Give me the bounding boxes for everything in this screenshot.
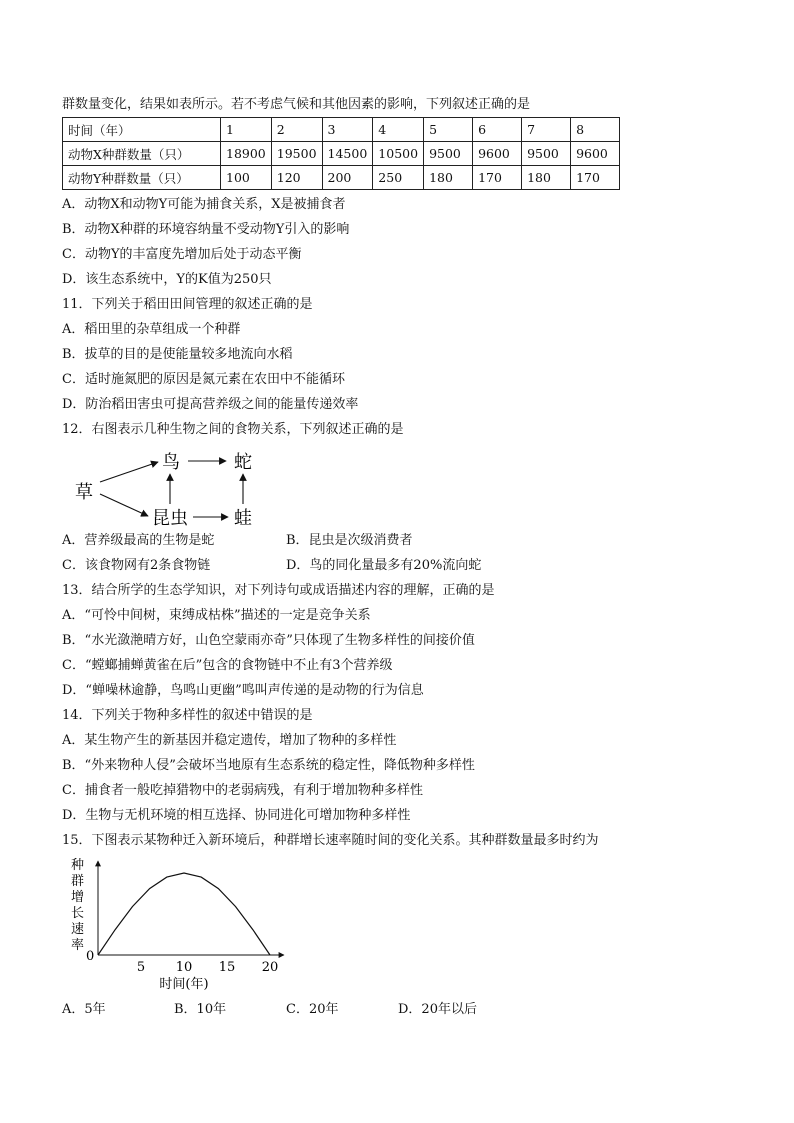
table-row — [63, 118, 620, 142]
node-snake: 蛇 — [234, 452, 252, 473]
x-tick-label: 15 — [218, 960, 236, 975]
table-cell: 170 — [473, 166, 522, 190]
y-axis-label-char: 率 — [71, 938, 85, 953]
table-row — [63, 142, 620, 166]
option-a: A．营养级最高的生物是蛇 — [62, 533, 215, 548]
question-11-stem: 11．下列关于稻田田间管理的叙述正确的是 — [62, 297, 313, 312]
table-cell: 250 — [373, 166, 424, 190]
option-d: D．20年以后 — [398, 1002, 477, 1017]
table-cell: 6 — [473, 118, 522, 142]
table-cell: 1 — [221, 118, 272, 142]
option-c: C．“螳螂捕蝉黄雀在后”包含的食物链中不止有3个营养级 — [62, 658, 393, 673]
option-b: B．动物X种群的环境容纳量不受动物Y引入的影响 — [62, 222, 350, 237]
question-12-stem: 12．右图表示几种生物之间的食物关系，下列叙述正确的是 — [62, 422, 404, 437]
table-cell: 170 — [571, 166, 620, 190]
table-cell: 3 — [322, 118, 373, 142]
table-cell: 180 — [522, 166, 571, 190]
table-cell: 9600 — [571, 142, 620, 166]
table-cell: 14500 — [322, 142, 373, 166]
table-cell: 100 — [221, 166, 272, 190]
arrow-grass-bird — [100, 462, 158, 482]
option-c: C．捕食者一般吃掉猎物中的老弱病残，有利于增加物种多样性 — [62, 783, 423, 798]
x-axis-label: 时间(年) — [159, 977, 209, 992]
option-a: A．5年 — [62, 1002, 106, 1017]
option-c: C．该食物网有2条食物链 — [62, 558, 211, 573]
x-tick-label: 5 — [136, 960, 146, 975]
node-frog: 蛙 — [234, 508, 252, 526]
table-cell: 时间（年） — [63, 118, 221, 142]
growth-rate-chart — [62, 855, 742, 997]
option-d: D．鸟的同化量最多有20%流向蛇 — [286, 558, 482, 573]
table-cell: 120 — [271, 166, 322, 190]
table-cell: 19500 — [271, 142, 322, 166]
y-axis-label-char: 长 — [71, 906, 85, 921]
y-axis-label-char: 速 — [71, 922, 85, 937]
option-a: A．“可怜中间树，束缚成枯株”描述的一定是竞争关系 — [62, 608, 371, 623]
option-c: C．20年 — [286, 1002, 339, 1017]
y-axis-label — [71, 858, 84, 953]
option-a: A．稻田里的杂草组成一个种群 — [62, 322, 241, 337]
option-b: B．“外来物种人侵”会破坏当地原有生态系统的稳定性，降低物种多样性 — [62, 758, 475, 773]
growth-rate-curve — [98, 873, 270, 955]
food-web-diagram — [62, 446, 742, 526]
origin-label: 0 — [86, 949, 95, 964]
table-cell: 动物Y种群数量（只） — [63, 166, 221, 190]
table-cell: 9500 — [424, 142, 473, 166]
arrow-grass-insect — [100, 494, 148, 516]
question-10-intro: 群数量变化，结果如表所示。若不考虑气候和其他因素的影响，下列叙述正确的是 — [62, 97, 531, 112]
x-tick-label: 10 — [175, 960, 193, 975]
question-13-stem: 13．结合所学的生态学知识，对下列诗句或成语描述内容的理解，正确的是 — [62, 583, 495, 598]
growth-rate-svg — [62, 855, 292, 997]
table-cell: 8 — [571, 118, 620, 142]
table-cell: 180 — [424, 166, 473, 190]
table-cell: 4 — [373, 118, 424, 142]
option-d: D．生物与无机环境的相互选择、协同进化可增加物种多样性 — [62, 808, 411, 823]
table-cell: 9600 — [473, 142, 522, 166]
x-tick-label: 20 — [261, 960, 279, 975]
option-c: C．适时施氮肥的原因是氮元素在农田中不能循环 — [62, 372, 345, 387]
node-insect: 昆虫 — [152, 508, 188, 526]
table-cell: 7 — [522, 118, 571, 142]
table-cell: 5 — [424, 118, 473, 142]
y-axis-label-char: 种 — [71, 858, 85, 873]
option-d: D．防治稻田害虫可提高营养级之间的能量传递效率 — [62, 397, 359, 412]
exam-page — [62, 92, 742, 1022]
food-web-svg — [62, 446, 282, 526]
table-row — [63, 166, 620, 190]
table-cell: 18900 — [221, 142, 272, 166]
question-14-stem: 14．下列关于物种多样性的叙述中错误的是 — [62, 708, 313, 723]
option-d: D．“蝉噪林逾静，鸟鸣山更幽”鸣叫声传递的是动物的行为信息 — [62, 683, 424, 698]
option-b: B．10年 — [174, 1002, 227, 1017]
options-row-2 — [62, 553, 742, 578]
question-15-stem: 15．下图表示某物种迁入新环境后，种群增长速率随时间的变化关系。其种群数量最多时约为 — [62, 833, 599, 848]
option-b: B．“水光潋滟晴方好，山色空蒙雨亦奇”只体现了生物多样性的间接价值 — [62, 633, 475, 648]
option-b: B．昆虫是次级消费者 — [286, 533, 413, 548]
option-d: D．该生态系统中，Y的K值为250只 — [62, 272, 272, 287]
options-row-q15 — [62, 997, 742, 1022]
y-axis-label-char: 群 — [71, 874, 85, 889]
table-cell: 10500 — [373, 142, 424, 166]
node-bird: 鸟 — [162, 452, 180, 473]
y-axis-label-char: 增 — [71, 890, 85, 905]
table-cell: 2 — [271, 118, 322, 142]
population-table — [62, 117, 620, 190]
table-cell: 200 — [322, 166, 373, 190]
table-cell: 动物X种群数量（只） — [63, 142, 221, 166]
x-tick-labels — [137, 960, 278, 975]
table-cell: 9500 — [522, 142, 571, 166]
option-c: C．动物Y的丰富度先增加后处于动态平衡 — [62, 247, 302, 262]
option-a: A．某生物产生的新基因并稳定遗传，增加了物种的多样性 — [62, 733, 397, 748]
options-row-1 — [62, 528, 742, 553]
node-grass: 草 — [75, 482, 93, 503]
option-b: B．拔草的目的是使能量较多地流向水稻 — [62, 347, 293, 362]
option-a: A．动物X和动物Y可能为捕食关系，X是被捕食者 — [62, 197, 346, 212]
